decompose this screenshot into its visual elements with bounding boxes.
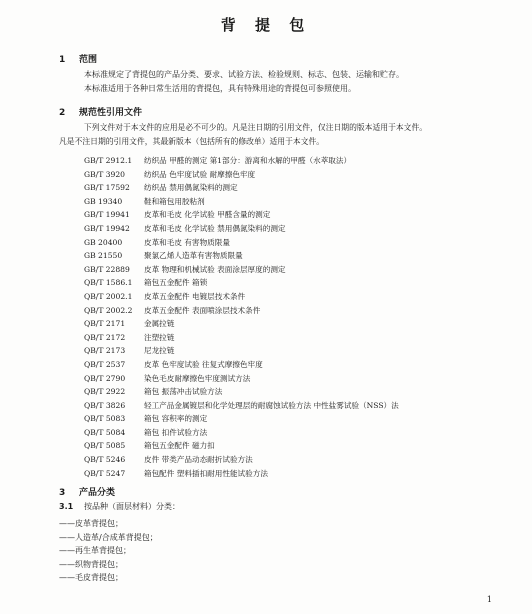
reference-code: QB/T 5084: [84, 427, 126, 437]
reference-code: GB/T 19942: [84, 223, 130, 233]
classification-list: [59, 517, 158, 585]
reference-item: [84, 168, 399, 182]
reference-title: 箱包五金配件 磁力扣: [144, 441, 215, 451]
reference-title: 聚氯乙烯人造革有害物质限量: [144, 251, 243, 261]
reference-title: 箱包 容积率的测定: [144, 414, 208, 424]
scope-paragraph-1: 本标准规定了背提包的产品分类、要求、试验方法、检验规则、标志、包装、运输和贮存。: [84, 70, 404, 79]
reference-title: 尼龙拉链: [144, 346, 175, 356]
section-heading-normative: [59, 105, 142, 118]
reference-code: QB/T 2002.2: [84, 305, 133, 315]
reference-item: [84, 453, 399, 467]
reference-title: 箱包五金配件 箱锁: [144, 278, 208, 288]
reference-item: [84, 317, 399, 331]
reference-title: 皮革和毛皮 有害物质限量: [144, 237, 230, 247]
reference-item: [84, 372, 399, 386]
reference-code: QB/T 2002.1: [84, 291, 133, 301]
reference-item: [84, 331, 399, 345]
list-item: ——毛皮背提包；: [59, 573, 123, 582]
reference-title: 箱包 振荡冲击试验方法: [144, 387, 223, 397]
reference-item: [84, 304, 399, 318]
reference-item: [84, 276, 399, 290]
reference-item: [84, 236, 399, 250]
list-item: ——皮革背提包；: [59, 519, 123, 528]
reference-title: 纺织品 色牢度试验 耐摩擦色牢度: [144, 169, 256, 179]
reference-item: [84, 208, 399, 222]
reference-item: [84, 426, 399, 440]
reference-item: [84, 263, 399, 277]
reference-code: QB/T 2537: [84, 359, 126, 369]
reference-item: [84, 467, 399, 481]
reference-item: [84, 358, 399, 372]
scope-paragraph-2: 本标准适用于各种日常生活用的背提包，具有特殊用途的背提包可参照使用。: [84, 84, 356, 93]
reference-code: QB/T 2922: [84, 387, 126, 397]
reference-title: 轻工产品金属镀层和化学处理层的耐腐蚀试验方法 中性盐雾试验（NSS）法: [144, 400, 399, 410]
reference-item: [84, 249, 399, 263]
reference-code: QB/T 2790: [84, 373, 126, 383]
reference-item: [84, 385, 399, 399]
reference-title: 皮革 色牢度试验 往复式摩擦色牢度: [144, 359, 263, 369]
reference-title: 鞋和箱包用胶粘剂: [144, 196, 205, 206]
section-heading-scope: [59, 52, 97, 65]
reference-title: 纺织品 禁用偶氮染料的测定: [144, 183, 238, 193]
reference-code: QB/T 2173: [84, 346, 126, 356]
reference-title: 注塑拉链: [144, 332, 175, 342]
section-title: 范围: [79, 55, 98, 65]
list-item: ——织物背提包；: [59, 559, 123, 569]
reference-code: QB/T 2171: [84, 319, 126, 329]
reference-list: [84, 154, 399, 480]
reference-title: 皮革和毛皮 化学试验 禁用偶氮染料的测定: [144, 223, 286, 233]
subsection-heading: [59, 501, 180, 512]
page-number: 1: [486, 595, 492, 604]
reference-code: QB/T 5247: [84, 468, 126, 478]
reference-title: 皮革 物理和机械试验 表面涂层厚度的测定: [144, 264, 286, 274]
reference-code: GB/T 19941: [84, 210, 130, 220]
list-item: ——再生革背提包；: [59, 546, 131, 555]
reference-title: 箱包配件 塑料插扣耐用性能试验方法: [144, 468, 268, 478]
reference-item: [84, 222, 399, 236]
reference-title: 箱包 扣件试验方法: [144, 427, 208, 437]
normative-intro-line-1: 下列文件对于本文件的应用是必不可少的。凡是注日期的引用文件，仅注日期的版本适用于本文件。: [84, 123, 428, 132]
reference-title: 染色毛皮耐摩擦色牢度测试方法: [144, 373, 251, 383]
reference-item: [84, 399, 399, 413]
reference-item: [84, 195, 399, 209]
reference-title: 皮革五金配件 表面喷涂层技术条件: [144, 305, 261, 315]
reference-code: QB/T 3826: [84, 400, 126, 410]
reference-title: 皮革和毛皮 化学试验 甲醛含量的测定: [144, 210, 271, 220]
section-number: 3: [59, 488, 66, 498]
reference-title: 皮件 带类产品动态耐折试验方法: [144, 455, 253, 465]
reference-code: GB/T 3920: [84, 169, 126, 179]
reference-code: GB 21550: [84, 251, 123, 261]
reference-item: [84, 290, 399, 304]
reference-code: GB/T 17592: [84, 183, 130, 193]
reference-item: [84, 154, 399, 168]
reference-item: [84, 412, 399, 426]
reference-item: [84, 439, 399, 453]
reference-code: QB/T 5246: [84, 455, 126, 465]
document-title: 背 提 包: [220, 16, 312, 34]
reference-code: GB/T 2912.1: [84, 156, 133, 165]
subsection-number: 3.1: [59, 502, 74, 511]
reference-code: GB 19340: [84, 196, 123, 206]
normative-intro-line-2: 凡是不注日期的引用文件，其最新版本（包括所有的修改单）适用于本文件。: [59, 137, 325, 146]
reference-code: QB/T 5083: [84, 414, 126, 424]
reference-code: QB/T 2172: [84, 332, 126, 342]
section-title: 产品分类: [79, 488, 116, 498]
reference-item: [84, 344, 399, 358]
list-item: ——人造革/合成革背提包；: [59, 532, 158, 542]
reference-title: 皮革五金配件 电镀层技术条件: [144, 291, 246, 301]
section-title: 规范性引用文件: [79, 108, 143, 118]
reference-code: QB/T 5085: [84, 441, 126, 451]
section-number: 1: [59, 55, 66, 65]
reference-title: 纺织品 甲醛的测定 第1部分：游离和水解的甲醛（水萃取法）: [144, 156, 352, 165]
section-heading-classification: [59, 485, 115, 498]
reference-title: 金属拉链: [144, 319, 175, 329]
section-number: 2: [59, 108, 66, 118]
subsection-text: 按品种（面层材料）分类：: [84, 502, 180, 511]
reference-item: [84, 181, 399, 195]
reference-code: GB/T 22889: [84, 264, 130, 274]
reference-code: GB 20400: [84, 237, 123, 247]
reference-code: QB/T 1586.1: [84, 278, 133, 288]
